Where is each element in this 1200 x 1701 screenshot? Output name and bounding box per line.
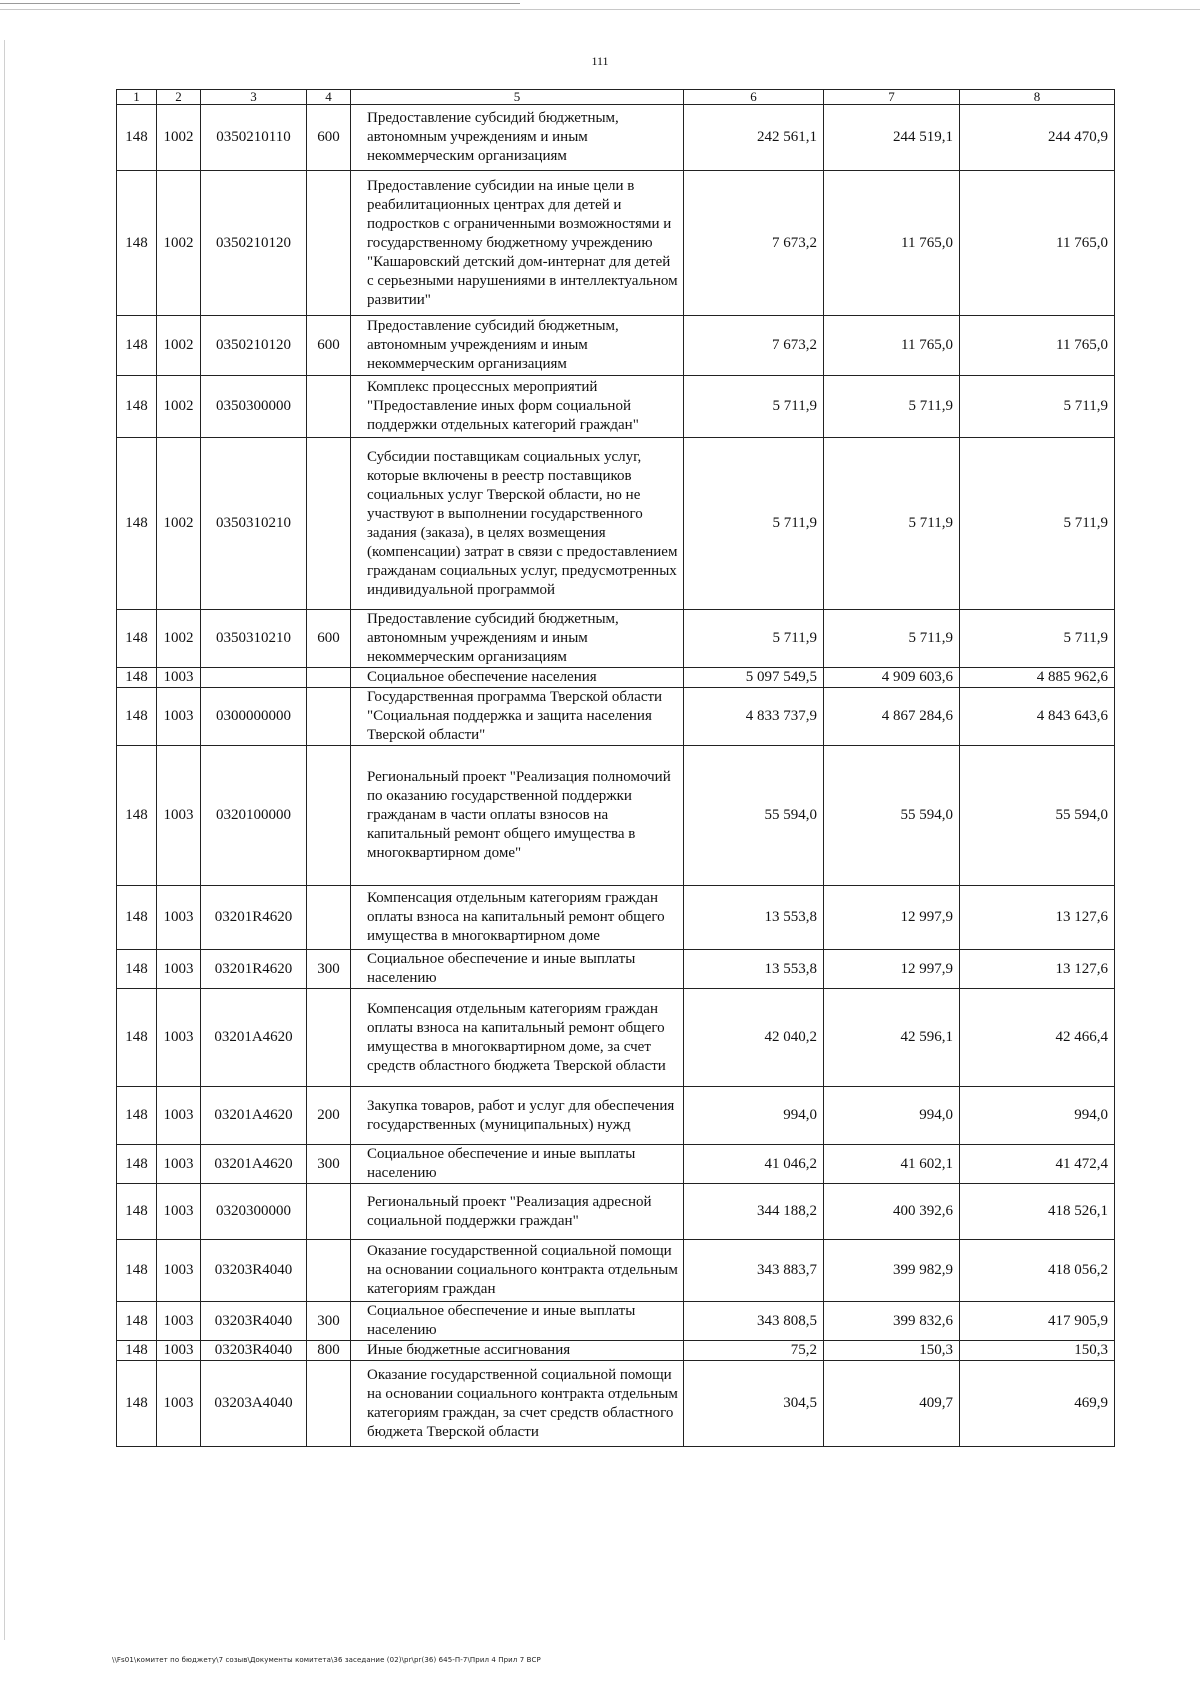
row-amount-year3: 5 711,9 [960, 610, 1115, 668]
row-amount-year2: 11 765,0 [824, 316, 960, 376]
row-amount-year1: 304,5 [684, 1361, 824, 1447]
scan-top-line [0, 3, 520, 4]
row-code-expense-type [307, 688, 351, 746]
row-code-expense-type [307, 376, 351, 438]
header-col-1: 1 [117, 90, 157, 105]
scan-left-edge [4, 40, 5, 1640]
row-description: Оказание государственной социальной помощи на основании социального контракта отдельным категориям граждан [351, 1240, 684, 1302]
row-amount-year3: 11 765,0 [960, 171, 1115, 316]
header-col-7: 7 [824, 90, 960, 105]
header-row [117, 90, 1115, 105]
row-code-ministry: 148 [117, 316, 157, 376]
table-row [117, 1087, 1115, 1145]
row-description: Предоставление субсидии на иные цели в реабилитационных центрах для детей и подростков с ограниченными возможностями и государственному бюджетному учреждению "Кашаровский детский дом-интернат для детей с серьезными нарушениями в интеллектуальном развитии" [351, 171, 684, 316]
row-amount-year1: 41 046,2 [684, 1145, 824, 1184]
table-row [117, 376, 1115, 438]
page-number: 111 [591, 54, 609, 68]
table-row [117, 989, 1115, 1087]
row-code-expense-type: 300 [307, 1145, 351, 1184]
table-row [117, 1240, 1115, 1302]
row-description: Социальное обеспечение и иные выплаты населению [351, 1145, 684, 1184]
row-code-target: 0350210120 [201, 171, 307, 316]
row-amount-year3: 41 472,4 [960, 1145, 1115, 1184]
row-amount-year2: 12 997,9 [824, 950, 960, 989]
row-code-ministry: 148 [117, 1361, 157, 1447]
row-description: Закупка товаров, работ и услуг для обеспечения государственных (муниципальных) нужд [351, 1087, 684, 1145]
table-row [117, 668, 1115, 688]
row-description: Компенсация отдельным категориям граждан оплаты взноса на капитальный ремонт общего имущества в многоквартирном доме, за счет средств областного бюджета Тверской области [351, 989, 684, 1087]
row-code-expense-type: 800 [307, 1341, 351, 1361]
row-code-section: 1003 [157, 1361, 201, 1447]
row-amount-year1: 343 808,5 [684, 1302, 824, 1341]
row-code-section: 1003 [157, 1087, 201, 1145]
row-amount-year2: 4 909 603,6 [824, 668, 960, 688]
row-code-section: 1003 [157, 1184, 201, 1240]
row-code-section: 1002 [157, 171, 201, 316]
row-code-section: 1003 [157, 1341, 201, 1361]
row-code-target: 03203R4040 [201, 1302, 307, 1341]
row-amount-year3: 5 711,9 [960, 376, 1115, 438]
row-code-ministry: 148 [117, 1087, 157, 1145]
row-code-target: 03201A4620 [201, 1087, 307, 1145]
row-code-ministry: 148 [117, 171, 157, 316]
row-amount-year2: 12 997,9 [824, 886, 960, 950]
row-description: Социальное обеспечение и иные выплаты населению [351, 1302, 684, 1341]
row-description: Компенсация отдельным категориям граждан оплаты взноса на капитальный ремонт общего имущества в многоквартирном доме [351, 886, 684, 950]
row-code-section: 1002 [157, 438, 201, 610]
row-code-expense-type: 600 [307, 610, 351, 668]
row-amount-year2: 55 594,0 [824, 746, 960, 886]
row-amount-year2: 4 867 284,6 [824, 688, 960, 746]
row-code-section: 1003 [157, 886, 201, 950]
row-amount-year2: 399 982,9 [824, 1240, 960, 1302]
row-code-expense-type: 300 [307, 1302, 351, 1341]
row-description: Иные бюджетные ассигнования [351, 1341, 684, 1361]
row-code-target: 0320100000 [201, 746, 307, 886]
row-code-target: 0350310210 [201, 438, 307, 610]
table-row [117, 1302, 1115, 1341]
table-row [117, 610, 1115, 668]
row-code-target: 0350310210 [201, 610, 307, 668]
row-description: Комплекс процессных мероприятий "Предоставление иных форм социальной поддержки отдельных категорий граждан" [351, 376, 684, 438]
scan-top-edge [0, 9, 1200, 10]
row-description: Региональный проект "Реализация адресной социальной поддержки граждан" [351, 1184, 684, 1240]
row-code-expense-type [307, 1240, 351, 1302]
row-amount-year2: 399 832,6 [824, 1302, 960, 1341]
row-amount-year1: 5 711,9 [684, 376, 824, 438]
row-amount-year1: 344 188,2 [684, 1184, 824, 1240]
table-row [117, 171, 1115, 316]
row-code-ministry: 148 [117, 668, 157, 688]
row-code-section: 1002 [157, 376, 201, 438]
row-amount-year1: 55 594,0 [684, 746, 824, 886]
table-row [117, 746, 1115, 886]
row-code-target: 03203A4040 [201, 1361, 307, 1447]
row-amount-year3: 42 466,4 [960, 989, 1115, 1087]
row-description: Предоставление субсидий бюджетным, автономным учреждениям и иным некоммерческим организациям [351, 105, 684, 171]
row-amount-year3: 417 905,9 [960, 1302, 1115, 1341]
row-code-target: 03201A4620 [201, 989, 307, 1087]
budget-table [116, 89, 1115, 1447]
row-amount-year1: 5 711,9 [684, 438, 824, 610]
table-row [117, 105, 1115, 171]
row-code-ministry: 148 [117, 1184, 157, 1240]
row-code-section: 1003 [157, 668, 201, 688]
row-code-target: 03201A4620 [201, 1145, 307, 1184]
table-row [117, 1341, 1115, 1361]
header-col-4: 4 [307, 90, 351, 105]
row-amount-year3: 4 843 643,6 [960, 688, 1115, 746]
row-amount-year1: 343 883,7 [684, 1240, 824, 1302]
row-amount-year3: 244 470,9 [960, 105, 1115, 171]
row-code-section: 1003 [157, 746, 201, 886]
row-amount-year3: 5 711,9 [960, 438, 1115, 610]
row-amount-year3: 13 127,6 [960, 886, 1115, 950]
row-code-ministry: 148 [117, 1240, 157, 1302]
row-code-target: 0320300000 [201, 1184, 307, 1240]
file-path-footer: \\Fs01\комитет по бюджету\7 созыв\Документы комитета\36 заседание (02)\pr\pr(36) 645-П-7\Прил 4 Прил 7 ВСР [112, 1656, 541, 1664]
row-description: Субсидии поставщикам социальных услуг, которые включены в реестр поставщиков социальных услуг Тверской области, но не участвуют в выполнении государственного задания (заказа), в целях возмещения (компенсации) затрат в связи с предоставлением гражданам социальных услуг, предусмотренных индивидуальной программой [351, 438, 684, 610]
row-code-section: 1003 [157, 688, 201, 746]
row-amount-year2: 994,0 [824, 1087, 960, 1145]
row-code-ministry: 148 [117, 438, 157, 610]
row-code-expense-type [307, 989, 351, 1087]
row-code-expense-type [307, 668, 351, 688]
row-code-expense-type [307, 438, 351, 610]
row-amount-year1: 42 040,2 [684, 989, 824, 1087]
row-description: Оказание государственной социальной помощи на основании социального контракта отдельным категориям граждан, за счет средств областного бюджета Тверской области [351, 1361, 684, 1447]
row-code-section: 1003 [157, 1302, 201, 1341]
row-code-section: 1002 [157, 610, 201, 668]
header-col-5: 5 [351, 90, 684, 105]
row-amount-year2: 400 392,6 [824, 1184, 960, 1240]
header-col-8: 8 [960, 90, 1115, 105]
row-amount-year1: 7 673,2 [684, 316, 824, 376]
row-amount-year2: 41 602,1 [824, 1145, 960, 1184]
row-description: Государственная программа Тверской области "Социальная поддержка и защита населения Тверской области" [351, 688, 684, 746]
row-code-target: 03201R4620 [201, 886, 307, 950]
row-amount-year1: 242 561,1 [684, 105, 824, 171]
table-row [117, 316, 1115, 376]
row-amount-year3: 994,0 [960, 1087, 1115, 1145]
row-amount-year3: 418 056,2 [960, 1240, 1115, 1302]
row-amount-year1: 13 553,8 [684, 886, 824, 950]
row-code-target [201, 668, 307, 688]
row-amount-year3: 418 526,1 [960, 1184, 1115, 1240]
row-code-target: 0300000000 [201, 688, 307, 746]
table-row [117, 688, 1115, 746]
table-row [117, 438, 1115, 610]
row-amount-year2: 244 519,1 [824, 105, 960, 171]
row-amount-year1: 994,0 [684, 1087, 824, 1145]
row-amount-year2: 5 711,9 [824, 438, 960, 610]
row-amount-year1: 75,2 [684, 1341, 824, 1361]
row-code-expense-type [307, 1184, 351, 1240]
row-code-target: 0350210120 [201, 316, 307, 376]
row-code-expense-type: 600 [307, 105, 351, 171]
row-amount-year3: 55 594,0 [960, 746, 1115, 886]
row-code-section: 1002 [157, 316, 201, 376]
table-row [117, 950, 1115, 989]
row-code-target: 0350300000 [201, 376, 307, 438]
row-code-ministry: 148 [117, 746, 157, 886]
header-col-3: 3 [201, 90, 307, 105]
row-amount-year1: 4 833 737,9 [684, 688, 824, 746]
table-row [117, 886, 1115, 950]
row-code-ministry: 148 [117, 688, 157, 746]
row-code-ministry: 148 [117, 376, 157, 438]
row-code-ministry: 148 [117, 610, 157, 668]
row-code-ministry: 148 [117, 989, 157, 1087]
row-code-ministry: 148 [117, 1302, 157, 1341]
row-code-expense-type [307, 171, 351, 316]
row-code-target: 03203R4040 [201, 1240, 307, 1302]
row-code-section: 1003 [157, 950, 201, 989]
row-amount-year3: 4 885 962,6 [960, 668, 1115, 688]
row-amount-year2: 5 711,9 [824, 376, 960, 438]
row-code-ministry: 148 [117, 1341, 157, 1361]
row-amount-year2: 409,7 [824, 1361, 960, 1447]
row-code-ministry: 148 [117, 105, 157, 171]
row-code-target: 0350210110 [201, 105, 307, 171]
row-code-expense-type: 600 [307, 316, 351, 376]
table-row [117, 1361, 1115, 1447]
table-row [117, 1145, 1115, 1184]
row-amount-year2: 5 711,9 [824, 610, 960, 668]
row-amount-year3: 13 127,6 [960, 950, 1115, 989]
row-amount-year3: 150,3 [960, 1341, 1115, 1361]
row-description: Предоставление субсидий бюджетным, автономным учреждениям и иным некоммерческим организациям [351, 316, 684, 376]
row-code-expense-type [307, 1361, 351, 1447]
row-code-ministry: 148 [117, 950, 157, 989]
row-description: Социальное обеспечение и иные выплаты населению [351, 950, 684, 989]
row-code-expense-type [307, 886, 351, 950]
header-col-6: 6 [684, 90, 824, 105]
row-code-section: 1003 [157, 1145, 201, 1184]
row-description: Региональный проект "Реализация полномочий по оказанию государственной поддержки гражданам в части оплаты взносов на капитальный ремонт общего имущества в многоквартирном доме" [351, 746, 684, 886]
row-amount-year3: 11 765,0 [960, 316, 1115, 376]
row-code-section: 1002 [157, 105, 201, 171]
header-col-2: 2 [157, 90, 201, 105]
row-code-expense-type [307, 746, 351, 886]
row-amount-year2: 150,3 [824, 1341, 960, 1361]
row-amount-year1: 7 673,2 [684, 171, 824, 316]
row-code-target: 03201R4620 [201, 950, 307, 989]
row-amount-year3: 469,9 [960, 1361, 1115, 1447]
row-amount-year1: 5 097 549,5 [684, 668, 824, 688]
row-amount-year2: 11 765,0 [824, 171, 960, 316]
row-amount-year2: 42 596,1 [824, 989, 960, 1087]
row-code-section: 1003 [157, 1240, 201, 1302]
row-amount-year1: 5 711,9 [684, 610, 824, 668]
row-description: Предоставление субсидий бюджетным, автономным учреждениям и иным некоммерческим организациям [351, 610, 684, 668]
table-row [117, 1184, 1115, 1240]
row-code-ministry: 148 [117, 886, 157, 950]
row-code-section: 1003 [157, 989, 201, 1087]
row-amount-year1: 13 553,8 [684, 950, 824, 989]
row-code-ministry: 148 [117, 1145, 157, 1184]
row-description: Социальное обеспечение населения [351, 668, 684, 688]
row-code-target: 03203R4040 [201, 1341, 307, 1361]
row-code-expense-type: 200 [307, 1087, 351, 1145]
row-code-expense-type: 300 [307, 950, 351, 989]
